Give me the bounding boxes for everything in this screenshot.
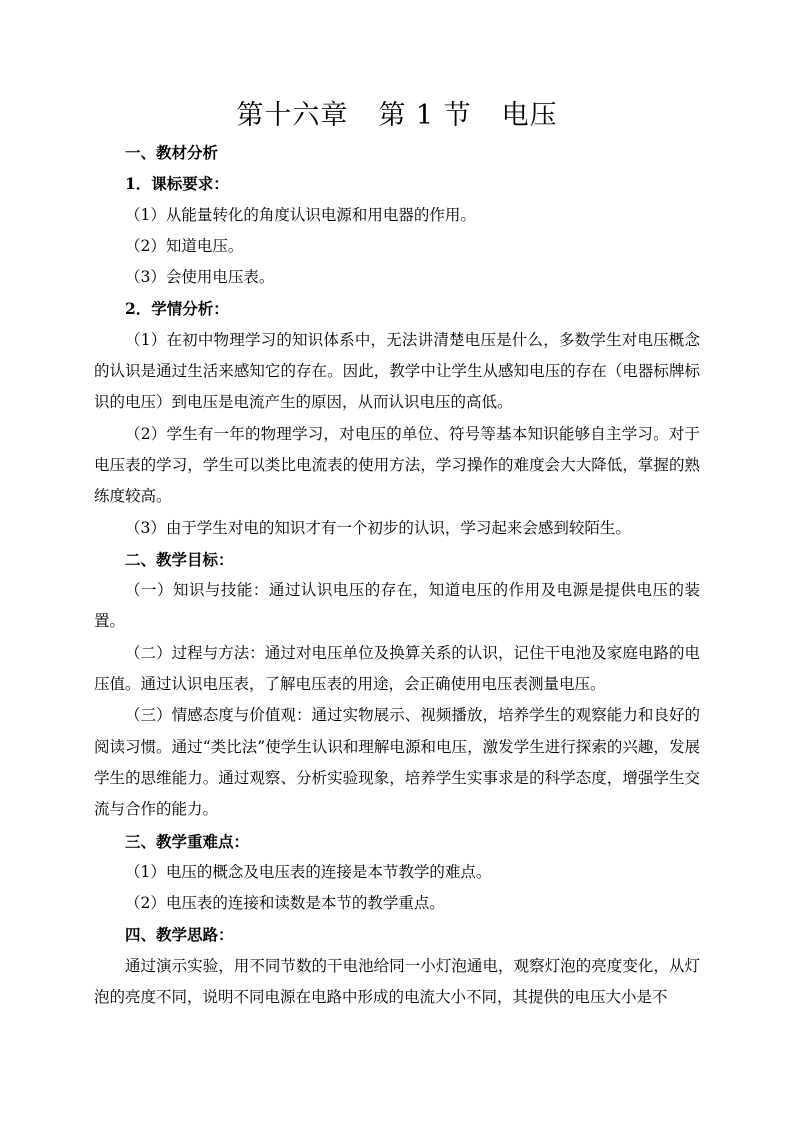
heading-teaching-objectives: 二、教学目标： bbox=[125, 549, 234, 569]
curriculum-item-3: （3）会使用电压表。 bbox=[125, 268, 275, 287]
subheading-learner-analysis: 2．学情分析： bbox=[125, 299, 229, 319]
key-point-item-2: （2）电压表的连接和读数是本节的教学重点。 bbox=[125, 894, 445, 913]
page-title bbox=[0, 96, 794, 136]
objective-item-3: （三）情感态度与价值观：通过实物展示、视频播放，培养学生的观察能力和良好的阅读习惯。通过“类比法”使学生认识和理解电源和电压，激发学生进行探索的兴趣，发展学生的思维能力。通过观察、分析实验现象，培养学生实事求是的科学态度，增强学生交流与合作的能力。 bbox=[94, 706, 700, 819]
learner-analysis-item-2: （2）学生有一年的物理学习，对电压的单位、符号等基本知识能够自主学习。对于电压表的学习，学生可以类比电流表的使用方法，学习操作的难度会大大降低，掌握的熟练度较高。 bbox=[94, 424, 700, 506]
curriculum-item-1: （1）从能量转化的角度认识电源和用电器的作用。 bbox=[125, 205, 476, 224]
objective-item-1: （一）知识与技能：通过认识电压的存在，知道电压的作用及电源是提供电压的装置。 bbox=[94, 581, 700, 631]
teaching-approach-text: 通过演示实验，用不同节数的干电池给同一小灯泡通电，观察灯泡的亮度变化，从灯泡的亮度不同，说明不同电源在电路中形成的电流大小不同，其提供的电压大小是不 bbox=[94, 956, 700, 1007]
curriculum-item-2: （2）知道电压。 bbox=[125, 236, 244, 255]
learner-analysis-item-3: （3）由于学生对电的知识才有一个初步的认识，学习起来会感到较陌生。 bbox=[125, 518, 631, 537]
heading-teaching-approach: 四、教学思路： bbox=[125, 925, 234, 945]
key-point-item-1: （1）电压的概念及电压表的连接是本节教学的难点。 bbox=[125, 862, 492, 881]
objective-item-2: （二）过程与方法：通过对电压单位及换算关系的认识，记住干电池及家庭电路的电压值。通过认识电压表，了解电压表的用途，会正确使用电压表测量电压。 bbox=[94, 643, 700, 694]
learner-analysis-item-1: （1）在初中物理学习的知识体系中，无法讲清楚电压是什么，多数学生对电压概念的认识是通过生活来感知它的存在。因此，教学中让学生从感知电压的存在（电器标牌标识的电压）到电压是电流产生的原因，从而认识电压的高低。 bbox=[94, 330, 700, 412]
document-body bbox=[94, 137, 700, 1013]
title-chapter: 第十六章 bbox=[236, 100, 349, 131]
subheading-curriculum-requirements: 1．课标要求： bbox=[125, 174, 229, 194]
heading-textbook-analysis: 一、教材分析 bbox=[125, 143, 219, 162]
title-topic: 电压 bbox=[501, 100, 558, 131]
heading-key-difficult-points: 三、教学重难点： bbox=[125, 831, 250, 851]
title-section: 第 1 节 bbox=[378, 100, 472, 131]
